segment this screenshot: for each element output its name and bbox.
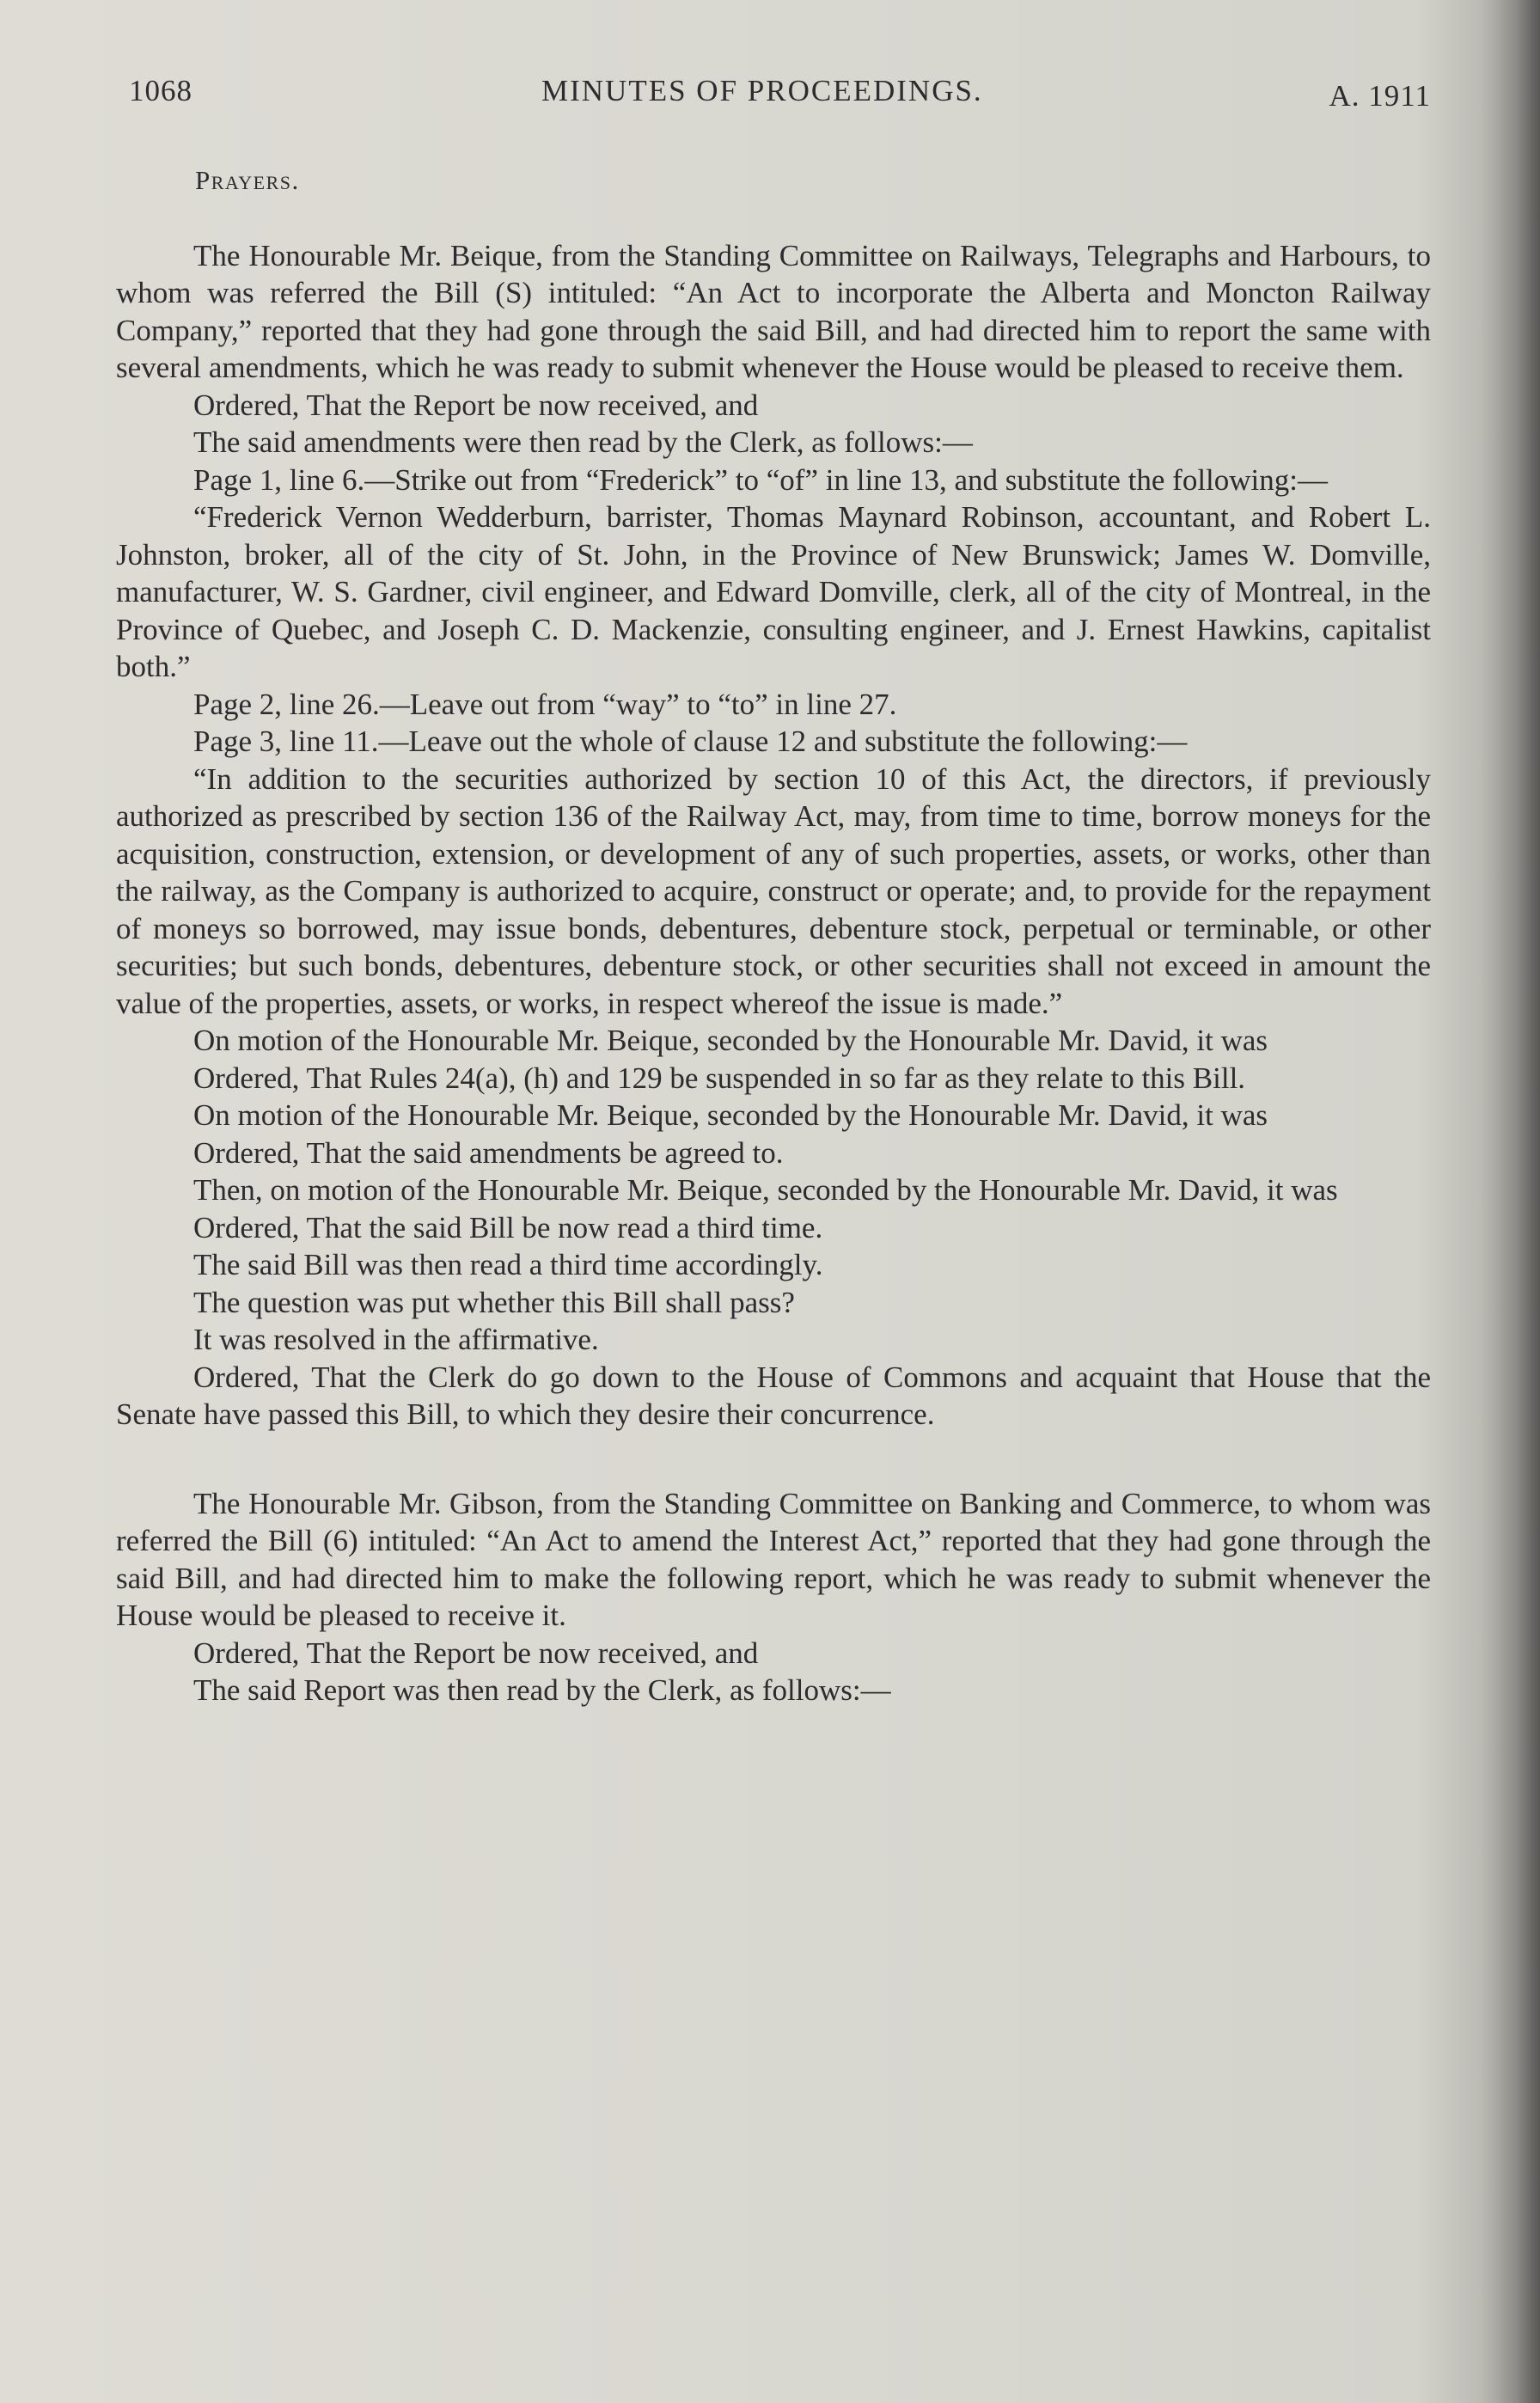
paragraph: Ordered, That the Report be now received, and <box>193 388 759 422</box>
paragraph: On motion of the Honourable Mr. Beique, seconded by the Honourable Mr. David, it was <box>193 1098 1268 1132</box>
paragraph: Ordered, That Rules 24(a), (h) and 129 be suspended in so far as they relate to this Bill. <box>193 1061 1246 1095</box>
paragraph: The said Report was then read by the Clerk, as follows:— <box>193 1673 891 1707</box>
paragraph: Ordered, That the said Bill be now read a third time. <box>193 1210 823 1244</box>
paragraph: It was resolved in the affirmative. <box>193 1323 599 1356</box>
quoted-amendment: “Frederick Vernon Wedderburn, barrister, Thomas Maynard Robinson, accountant, and Robert L. Johnston, broker, all of the city of St. John, in the Province of New Brunswick; James W. Domville, manufacturer, W. S. Gardner, civil engineer, and Edward Domville, clerk, all of the city of Montreal, in the Province of Quebec, and Joseph C. D. Mackenzie, consulting engineer, and J. Ernest Hawkins, capitalist both.” <box>116 500 1431 683</box>
book-gutter-shadow <box>1480 0 1540 2403</box>
paragraph: Page 3, line 11.—Leave out the whole of clause 12 and substitute the following:— <box>193 725 1188 758</box>
paragraph: The Honourable Mr. Beique, from the Standing Committee on Railways, Telegraphs and Harbours, to whom was referred the Bill (S) intituled: “An Act to incorporate the Alberta and Moncton Railway Company,” reported that they had gone through the said Bill, and had directed him to report the same with several amendments, which he was ready to submit whenever the House would be pleased to receive them. <box>116 238 1431 384</box>
quoted-amendment: “In addition to the securities authorized by section 10 of this Act, the directors, if previously authorized as prescribed by section 136 of the Railway Act, may, from time to time, borrow moneys for the acquisition, construction, extension, or development of any of such properties, assets, or works, other than the railway, as the Company is authorized to acquire, construct or operate; and, to provide for the repayment of moneys so borrowed, may issue bonds, debentures, debenture stock, perpetual or terminable, or other securities; but such bonds, debentures, debenture stock, or other securities shall not exceed in amount the value of the properties, assets, or works, in respect whereof the issue is made.” <box>116 761 1431 1020</box>
section-gap <box>116 1434 1431 1485</box>
paragraph: Ordered, That the Clerk do go down to the House of Commons and acquaint that House that the Senate have passed this Bill, to which they desire their concurrence. <box>116 1360 1431 1431</box>
paragraph: Page 2, line 26.—Leave out from “way” to “to” in line 27. <box>193 687 897 721</box>
paragraph: Ordered, That the said amendments be agreed to. <box>193 1135 784 1170</box>
paragraph: On motion of the Honourable Mr. Beique, seconded by the Honourable Mr. David, it was <box>193 1024 1268 1057</box>
running-title: MINUTES OF PROCEEDINGS. <box>541 74 983 107</box>
paragraph: The said amendments were then read by the Clerk, as follows:— <box>193 425 973 459</box>
paragraph: Ordered, That the Report be now received, and <box>193 1636 759 1670</box>
page-number: 1068 <box>129 74 192 107</box>
body-text <box>116 162 1431 1709</box>
paragraph: Then, on motion of the Honourable Mr. Beique, seconded by the Honourable Mr. David, it was <box>193 1173 1338 1207</box>
paragraph: Page 1, line 6.—Strike out from “Frederick” to “of” in line 13, and substitute the following:— <box>193 462 1329 497</box>
section-heading: Prayers. <box>195 165 300 195</box>
session-year: A. 1911 <box>1329 79 1431 113</box>
paragraph: The Honourable Mr. Gibson, from the Standing Committee on Banking and Commerce, to whom was referred the Bill (6) intituled: “An Act to amend the Interest Act,” reported that they had gone through the said Bill, and had directed him to make the following report, which he was ready to submit whenever the House would be pleased to receive it. <box>116 1486 1431 1632</box>
paragraph: The said Bill was then read a third time accordingly. <box>193 1248 823 1281</box>
running-header <box>129 74 1431 125</box>
paragraph: The question was put whether this Bill shall pass? <box>193 1285 795 1319</box>
